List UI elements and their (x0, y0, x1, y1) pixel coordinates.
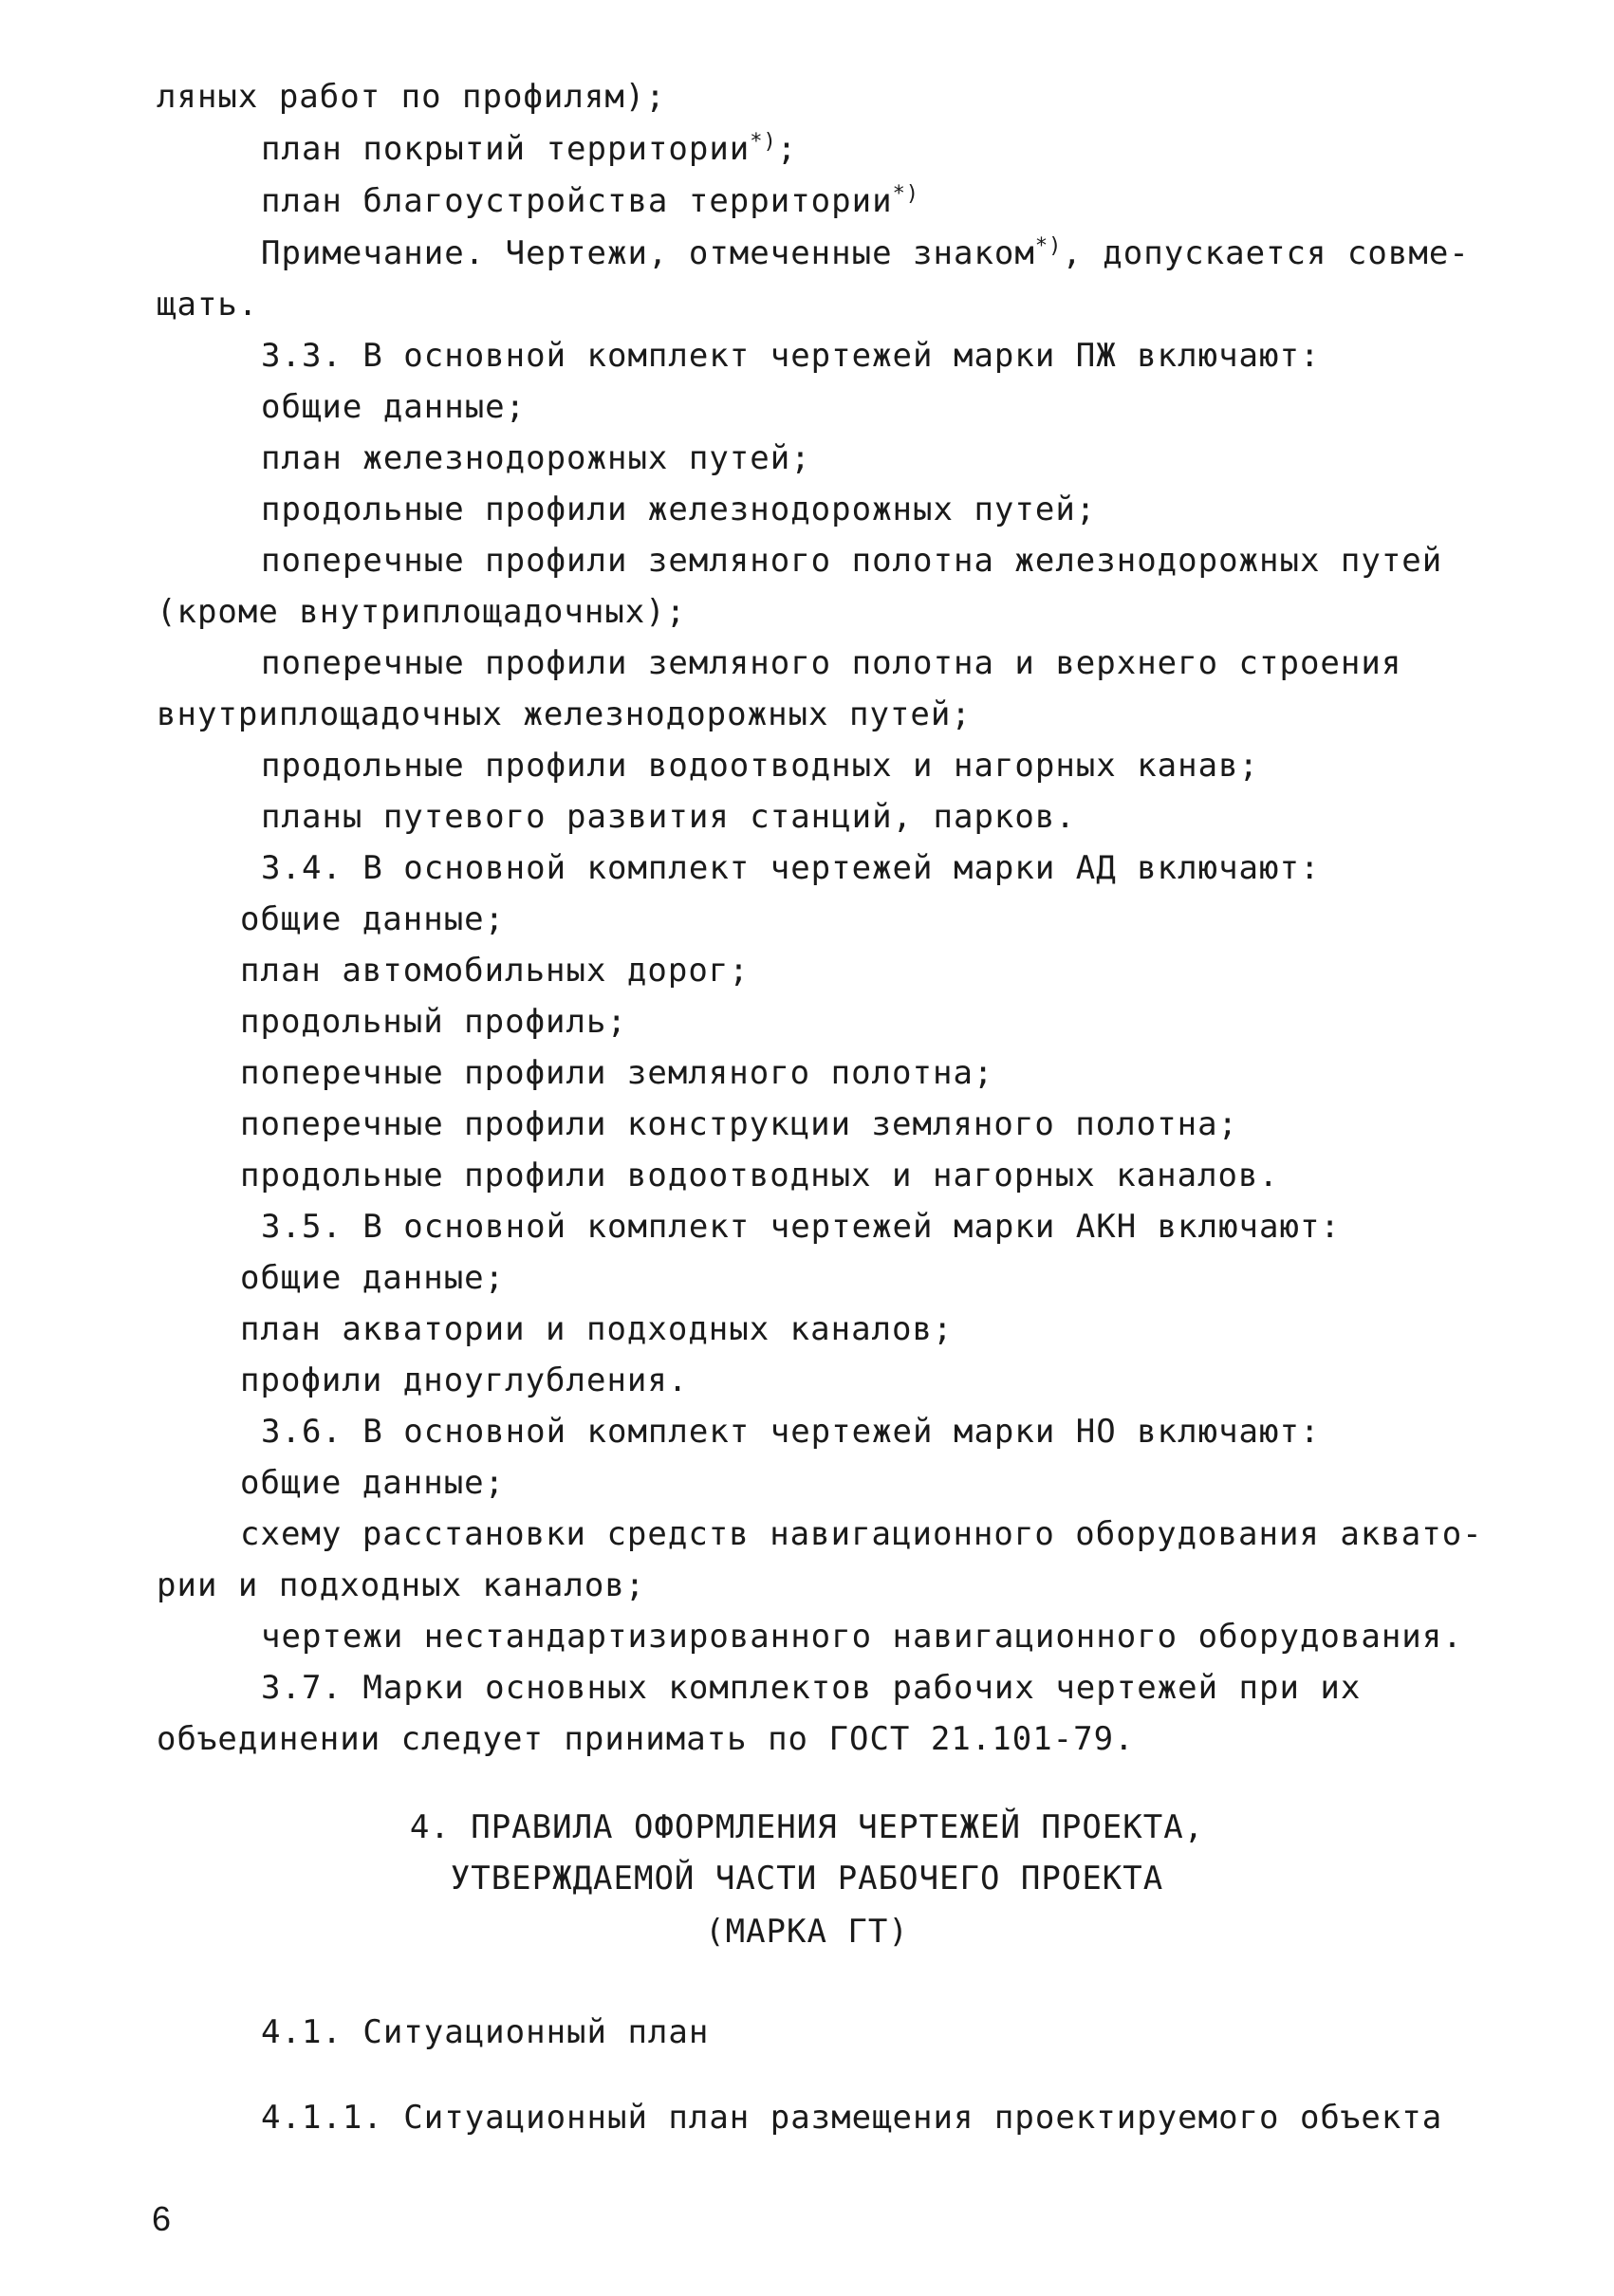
text-line: продольные профили железнодорожных путей; (261, 491, 1097, 528)
page-number: 6 (152, 2199, 172, 2238)
text-line: продольные профили водоотводных и нагорных канав; (261, 747, 1260, 785)
text-line: план железнодорожных путей; (261, 439, 811, 477)
section-heading-line: УТВЕРЖДАЕМОЙ ЧАСТИ РАБОЧЕГО ПРОЕКТА (450, 1860, 1164, 1898)
text-line: профили дноуглубления. (240, 1361, 689, 1399)
footnote-mark: *) (1034, 234, 1063, 258)
text-line: 3.5. В основной комплект чертежей марки АКН включают: (261, 1208, 1341, 1246)
footnote-mark: *) (892, 182, 920, 206)
footnote-mark: *) (750, 130, 777, 154)
text-line: щать. (157, 286, 259, 324)
text-line: поперечные профили конструкции земляного полотна; (240, 1105, 1239, 1143)
section-heading-line: 4. ПРАВИЛА ОФОРМЛЕНИЯ ЧЕРТЕЖЕЙ ПРОЕКТА, (409, 1808, 1205, 1846)
text-line: планы путевого развития станций, парков. (261, 798, 1076, 836)
text-line: ляных работ по профилям); (157, 78, 666, 116)
text-line: 3.7. Марки основных комплектов рабочих чертежей при их (261, 1669, 1362, 1707)
text-line: поперечные профили земляного полотна железнодорожных путей (261, 542, 1443, 580)
text-line: план благоустройства территории*) (261, 182, 920, 220)
text-line: рии и подходных каналов; (157, 1566, 646, 1604)
text-line: 3.3. В основной комплект чертежей марки ПЖ включают: (261, 337, 1321, 375)
text-line: чертежи нестандартизированного навигационного оборудования. (261, 1618, 1463, 1656)
text-line: план автомобильных дорог; (240, 952, 750, 990)
text-line: общие данные; (240, 1464, 506, 1502)
text-line: продольный профиль; (240, 1003, 627, 1041)
text-line: план покрытий территории*); (261, 130, 798, 168)
text-line: схему расстановки средств навигационного оборудования аквато- (240, 1515, 1483, 1553)
section-heading-line: (МАРКА ГТ) (705, 1913, 909, 1951)
text-line: план акватории и подходных каналов; (240, 1310, 954, 1348)
text-line: Примечание. Чертежи, отмеченные знаком*), допускается совме- (261, 234, 1470, 272)
subsection-title: 4.1.1. Ситуационный план размещения проектируемого объекта (261, 2099, 1443, 2137)
text-line: общие данные; (261, 388, 527, 426)
text-line: поперечные профили земляного полотна; (240, 1054, 994, 1092)
text-line: общие данные; (240, 1259, 506, 1297)
text-line: общие данные; (240, 900, 506, 938)
text-line: объединении следует принимать по ГОСТ 21.101-79. (157, 1720, 1135, 1758)
text-line: продольные профили водоотводных и нагорных каналов. (240, 1157, 1279, 1194)
text-line: 3.6. В основной комплект чертежей марки НО включают: (261, 1413, 1321, 1451)
text-line: (кроме внутриплощадочных); (157, 593, 687, 631)
text-line: внутриплощадочных железнодорожных путей; (157, 695, 972, 733)
text-line: 3.4. В основной комплект чертежей марки АД включают: (261, 849, 1321, 887)
text-line: поперечные профили земляного полотна и верхнего строения (261, 644, 1402, 682)
subsection-title: 4.1. Ситуационный план (261, 2013, 710, 2051)
